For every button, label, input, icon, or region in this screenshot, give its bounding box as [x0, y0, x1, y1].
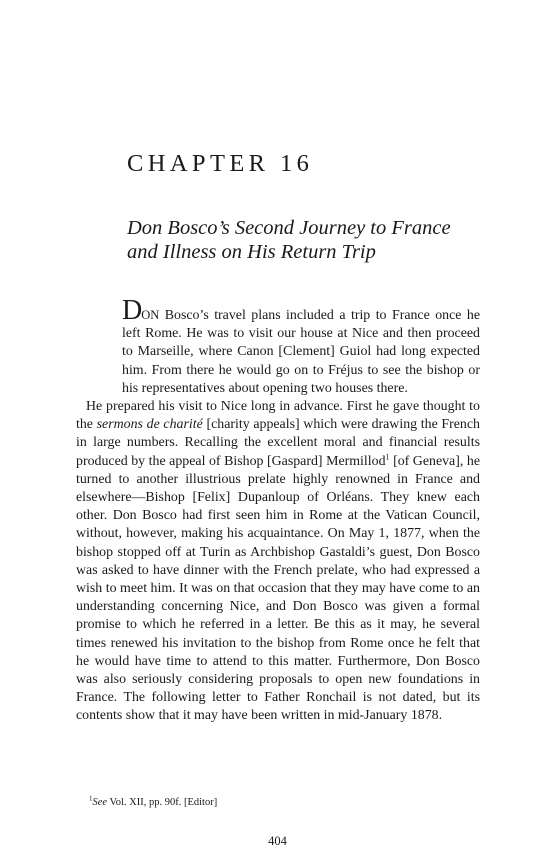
italic-phrase: sermons de charité — [96, 417, 203, 433]
footnote — [89, 794, 218, 808]
paragraph-2 — [76, 398, 480, 726]
footnote-italic: See — [92, 797, 108, 808]
paragraph-2-part-3: [of Geneva], he turned to another illustrious prelate highly renowned in France and elsewhere—Bishop [Felix] Dupanloup of Orléans. They knew each other. Don Bosco had first seen him in Rome at the Vatican Council, without, however, making his acquaintance. On May 1, 1877, when the bishop stopped off at Turin as Archbishop Gastaldi’s guest, Don Bosco was asked to have dinner with the French prelate, who had expressed a wish to meet him. It was on that occasion that they may have come to an understanding concerning Nice, and Don Bosco was given a formal promise to which he referred in a letter. Be this as it may, he several times renewed his invitation to the bishop from Rome once he felt that he would have time to attend to this matter. Furthermore, Don Bosco was also seriously considering proposals to open new foundations in France. The following letter to Father Ronchail is not dated, but its contents show that it may have been written in mid-January 1878. — [76, 453, 480, 724]
footnote-reference[interactable]: 1 — [385, 452, 390, 461]
paragraph-1-text: Bosco’s travel plans included a trip to France once he left Rome. He was to visit our house at Nice and then proceed to Marseille, where Canon [Clement] Guiol had long expected him. From there he would go on to Fréjus to see the bishop or his representatives about opening two houses there. — [122, 308, 480, 396]
body-text — [76, 295, 480, 726]
footnote-text: Vol. XII, pp. 90f. [Editor] — [107, 797, 218, 808]
footnote-number: 1 — [89, 794, 93, 803]
chapter-title-line-2: and Illness on His Return Trip — [127, 241, 376, 263]
paragraph-2-part-1: He prepared his visit to Nice long in advance. First he gave thought to the — [76, 399, 480, 433]
drop-cap: D — [122, 295, 142, 326]
chapter-title — [127, 216, 451, 264]
page-number: 404 — [268, 834, 287, 848]
chapter-title-line-1: Don Bosco’s Second Journey to France — [127, 217, 451, 239]
chapter-heading: CHAPTER 16 — [127, 150, 314, 177]
paragraph-1 — [76, 295, 480, 398]
small-caps-text: ON — [141, 308, 160, 322]
paragraph-2-part-2: [charity appeals] which were drawing the French in large numbers. Recalling the excellent moral and financial results produced by the appeal of Bishop [Gaspard] Mermillod — [76, 417, 480, 469]
